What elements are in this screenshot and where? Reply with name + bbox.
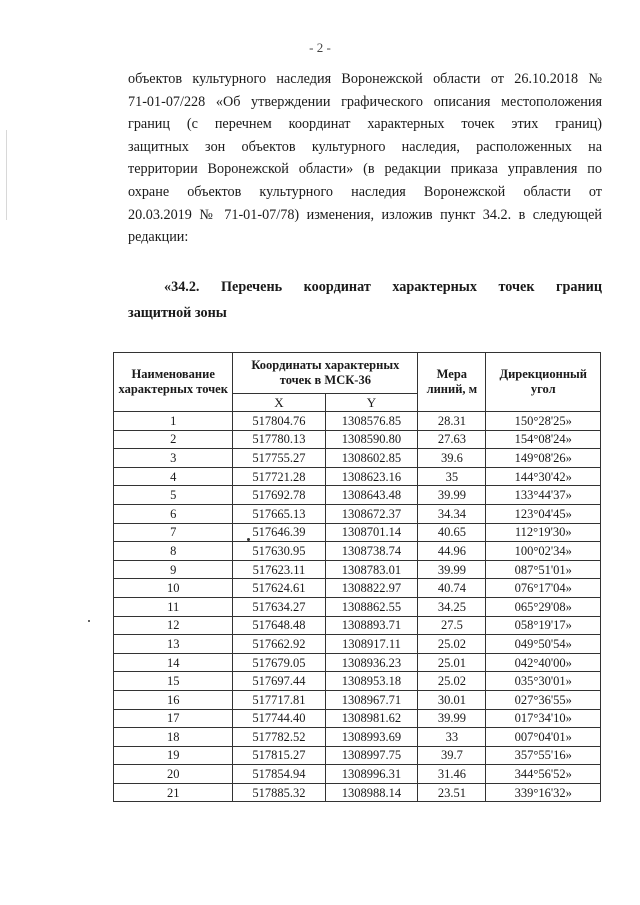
paragraph-line: территории Воронежской области» (в редакции приказа управления по [128, 161, 602, 178]
cell-point-number: 7 [114, 523, 233, 542]
cell-angle: 042°40'00» [486, 653, 601, 672]
cell-measure: 34.25 [418, 597, 486, 616]
coordinates-table [113, 352, 601, 802]
cell-point-number: 19 [114, 746, 233, 765]
paragraph-line: объектов культурного наследия Воронежской области от 26.10.2018 № [128, 71, 602, 87]
table-row [114, 412, 601, 431]
cell-x: 517717.81 [233, 690, 325, 709]
cell-x: 517665.13 [233, 504, 325, 523]
cell-point-number: 10 [114, 579, 233, 598]
cell-angle: 144°30'42» [486, 467, 601, 486]
cell-point-number: 8 [114, 542, 233, 561]
cell-point-number: 5 [114, 486, 233, 505]
table-row [114, 597, 601, 616]
cell-point-number: 1 [114, 412, 233, 431]
cell-measure: 33 [418, 728, 486, 747]
paragraph-line: защитных зон объектов культурного наследия, расположенных на [128, 138, 602, 155]
table-row [114, 672, 601, 691]
cell-angle: 100°02'34» [486, 542, 601, 561]
cell-measure: 27.5 [418, 616, 486, 635]
cell-measure: 25.02 [418, 635, 486, 654]
cell-y: 1308917.11 [325, 635, 418, 654]
header-angle: Дирекционный угол [486, 353, 601, 412]
cell-y: 1308822.97 [325, 579, 418, 598]
cell-x: 517623.11 [233, 560, 325, 579]
cell-measure: 30.01 [418, 690, 486, 709]
paragraph-line: 20.03.2019 № 71-01-07/78) изменения, изложив пункт 34.2. в следующей [128, 206, 602, 223]
table-row [114, 467, 601, 486]
table-row [114, 635, 601, 654]
cell-x: 517782.52 [233, 728, 325, 747]
cell-measure: 40.65 [418, 523, 486, 542]
cell-x: 517721.28 [233, 467, 325, 486]
body-paragraph [128, 68, 602, 249]
cell-y: 1308953.18 [325, 672, 418, 691]
table-row [114, 746, 601, 765]
cell-x: 517755.27 [233, 449, 325, 468]
cell-x: 517646.39 [233, 523, 325, 542]
cell-measure: 39.99 [418, 709, 486, 728]
cell-point-number: 20 [114, 765, 233, 784]
page-number: - 2 - [309, 40, 331, 55]
cell-y: 1308862.55 [325, 597, 418, 616]
cell-point-number: 16 [114, 690, 233, 709]
cell-angle: 027°36'55» [486, 690, 601, 709]
cell-y: 1308738.74 [325, 542, 418, 561]
cell-measure: 35 [418, 467, 486, 486]
cell-point-number: 3 [114, 449, 233, 468]
cell-angle: 123°04'45» [486, 504, 601, 523]
cell-x: 517624.61 [233, 579, 325, 598]
cell-measure: 39.99 [418, 486, 486, 505]
cell-measure: 25.02 [418, 672, 486, 691]
cell-y: 1308602.85 [325, 449, 418, 468]
table-row [114, 504, 601, 523]
cell-measure: 34.34 [418, 504, 486, 523]
cell-angle: 087°51'01» [486, 560, 601, 579]
cell-y: 1308993.69 [325, 728, 418, 747]
cell-x: 517648.48 [233, 616, 325, 635]
cell-y: 1308893.71 [325, 616, 418, 635]
cell-measure: 39.99 [418, 560, 486, 579]
ink-speck [88, 620, 90, 622]
paragraph-line: охране объектов культурного наследия Воронежской области от [128, 183, 602, 200]
cell-measure: 27.63 [418, 430, 486, 449]
cell-angle: 007°04'01» [486, 728, 601, 747]
cell-point-number: 11 [114, 597, 233, 616]
cell-x: 517885.32 [233, 783, 325, 802]
cell-x: 517780.13 [233, 430, 325, 449]
cell-measure: 39.6 [418, 449, 486, 468]
cell-x: 517854.94 [233, 765, 325, 784]
cell-measure: 44.96 [418, 542, 486, 561]
table-row [114, 560, 601, 579]
table-body [114, 412, 601, 802]
cell-measure: 40.74 [418, 579, 486, 598]
cell-y: 1308643.48 [325, 486, 418, 505]
cell-measure: 23.51 [418, 783, 486, 802]
cell-point-number: 13 [114, 635, 233, 654]
cell-measure: 28.31 [418, 412, 486, 431]
cell-y: 1308783.01 [325, 560, 418, 579]
ink-speck [247, 538, 250, 541]
paragraph-line: границ (с перечнем координат характерных точек этих границ) [128, 116, 602, 133]
table-row [114, 523, 601, 542]
cell-measure: 39.7 [418, 746, 486, 765]
cell-y: 1308997.75 [325, 746, 418, 765]
cell-point-number: 12 [114, 616, 233, 635]
cell-y: 1308981.62 [325, 709, 418, 728]
cell-x: 517679.05 [233, 653, 325, 672]
table-row [114, 616, 601, 635]
table-row [114, 783, 601, 802]
table-row [114, 579, 601, 598]
cell-angle: 150°28'25» [486, 412, 601, 431]
cell-y: 1308672.37 [325, 504, 418, 523]
table-row [114, 728, 601, 747]
cell-angle: 112°19'30» [486, 523, 601, 542]
cell-angle: 133°44'37» [486, 486, 601, 505]
cell-point-number: 2 [114, 430, 233, 449]
cell-angle: 058°19'17» [486, 616, 601, 635]
cell-y: 1308701.14 [325, 523, 418, 542]
cell-point-number: 6 [114, 504, 233, 523]
cell-x: 517804.76 [233, 412, 325, 431]
cell-y: 1308996.31 [325, 765, 418, 784]
table-row [114, 690, 601, 709]
cell-measure: 31.46 [418, 765, 486, 784]
header-x: X [233, 394, 325, 412]
cell-point-number: 15 [114, 672, 233, 691]
cell-y: 1308576.85 [325, 412, 418, 431]
cell-angle: 154°08'24» [486, 430, 601, 449]
cell-x: 517697.44 [233, 672, 325, 691]
heading-line: «34.2. Перечень координат характерных точек границ [164, 279, 602, 295]
cell-measure: 25.01 [418, 653, 486, 672]
cell-x: 517744.40 [233, 709, 325, 728]
cell-y: 1308988.14 [325, 783, 418, 802]
cell-angle: 017°34'10» [486, 709, 601, 728]
table-row [114, 430, 601, 449]
cell-x: 517634.27 [233, 597, 325, 616]
cell-angle: 339°16'32» [486, 783, 601, 802]
cell-point-number: 4 [114, 467, 233, 486]
paragraph-line: редакции: [128, 229, 189, 246]
cell-point-number: 17 [114, 709, 233, 728]
cell-point-number: 21 [114, 783, 233, 802]
table-row [114, 653, 601, 672]
cell-angle: 357°55'16» [486, 746, 601, 765]
table-row [114, 486, 601, 505]
cell-angle: 065°29'08» [486, 597, 601, 616]
cell-point-number: 9 [114, 560, 233, 579]
cell-y: 1308590.80 [325, 430, 418, 449]
cell-x: 517662.92 [233, 635, 325, 654]
heading-line: защитной зоны [128, 305, 227, 321]
header-measure: Мера линий, м [418, 353, 486, 412]
cell-angle: 344°56'52» [486, 765, 601, 784]
header-point-name: Наименование характерных точек [114, 353, 233, 412]
scan-edge-artifact [6, 130, 7, 220]
cell-angle: 076°17'04» [486, 579, 601, 598]
table-row [114, 709, 601, 728]
cell-y: 1308967.71 [325, 690, 418, 709]
cell-y: 1308936.23 [325, 653, 418, 672]
cell-x: 517692.78 [233, 486, 325, 505]
cell-angle: 049°50'54» [486, 635, 601, 654]
cell-point-number: 18 [114, 728, 233, 747]
cell-x: 517815.27 [233, 746, 325, 765]
table-row [114, 542, 601, 561]
table-row [114, 449, 601, 468]
cell-x: 517630.95 [233, 542, 325, 561]
cell-angle: 035°30'01» [486, 672, 601, 691]
cell-point-number: 14 [114, 653, 233, 672]
cell-y: 1308623.16 [325, 467, 418, 486]
header-y: Y [325, 394, 418, 412]
section-heading [128, 274, 602, 326]
header-coordinates: Координаты характерных точек в МСК-36 [233, 353, 418, 394]
paragraph-line: 71-01-07/228 «Об утверждении графического описания местоположения [128, 93, 602, 110]
cell-angle: 149°08'26» [486, 449, 601, 468]
table-row [114, 765, 601, 784]
